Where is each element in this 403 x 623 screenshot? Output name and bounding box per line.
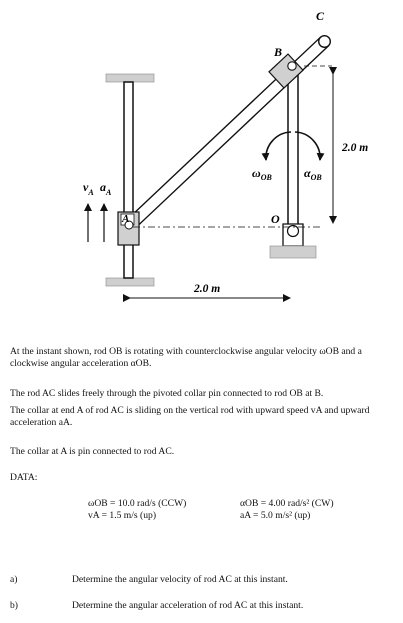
label-omega-ob: $\omega_{OB}$ [252,166,272,182]
paragraph-4: The collar at A is pin connected to rod AC. [10,446,175,457]
data-omega-ob: ωOB = 10.0 rad/s (CCW) [88,498,187,509]
paragraph-1: At the instant shown, rod OB is rotating with counterclockwise angular velocity ωOB and a clockwise angular acceleration αOB. [10,346,362,369]
question-a-mark: a) [10,574,18,585]
data-heading: DATA: [10,472,38,483]
label-a: A [122,213,130,225]
question-a-text: Determine the angular velocity of rod AC at this instant. [72,574,288,585]
rod-ob [288,62,298,234]
dim-vertical-label: 2.0 m [342,142,369,154]
alpha-arc-arrow [295,132,320,160]
omega-arc-arrow [266,132,291,160]
label-va: $v_A$ [83,180,94,197]
pin-support-o [270,224,316,258]
dim-horizontal-label: 2.0 m [194,283,221,295]
label-c: C [316,9,325,23]
paragraph-2: The rod AC slides freely through the pivoted collar pin connected to rod OB at B. [10,388,324,399]
question-b-mark: b) [10,600,18,611]
question-b-text: Determine the angular acceleration of rod AC at this instant. [72,600,304,611]
data-va: vA = 1.5 m/s (up) [88,510,157,521]
label-aa: $a_A$ [100,180,112,197]
vertical-dimension [333,74,368,223]
label-b: B [274,45,283,59]
paragraph-3: The collar at end A of rod AC is sliding on the vertical rod with upward speed vA and upward acceleration aA. [10,405,370,428]
label-o: O [271,212,280,226]
vertical-guide-rod [106,74,154,286]
data-alpha-ob: αOB = 4.00 rad/s² (CW) [240,498,334,509]
data-aa: aA = 5.0 m/s² (up) [240,510,311,521]
label-alpha-ob: $\alpha_{OB}$ [304,166,322,182]
